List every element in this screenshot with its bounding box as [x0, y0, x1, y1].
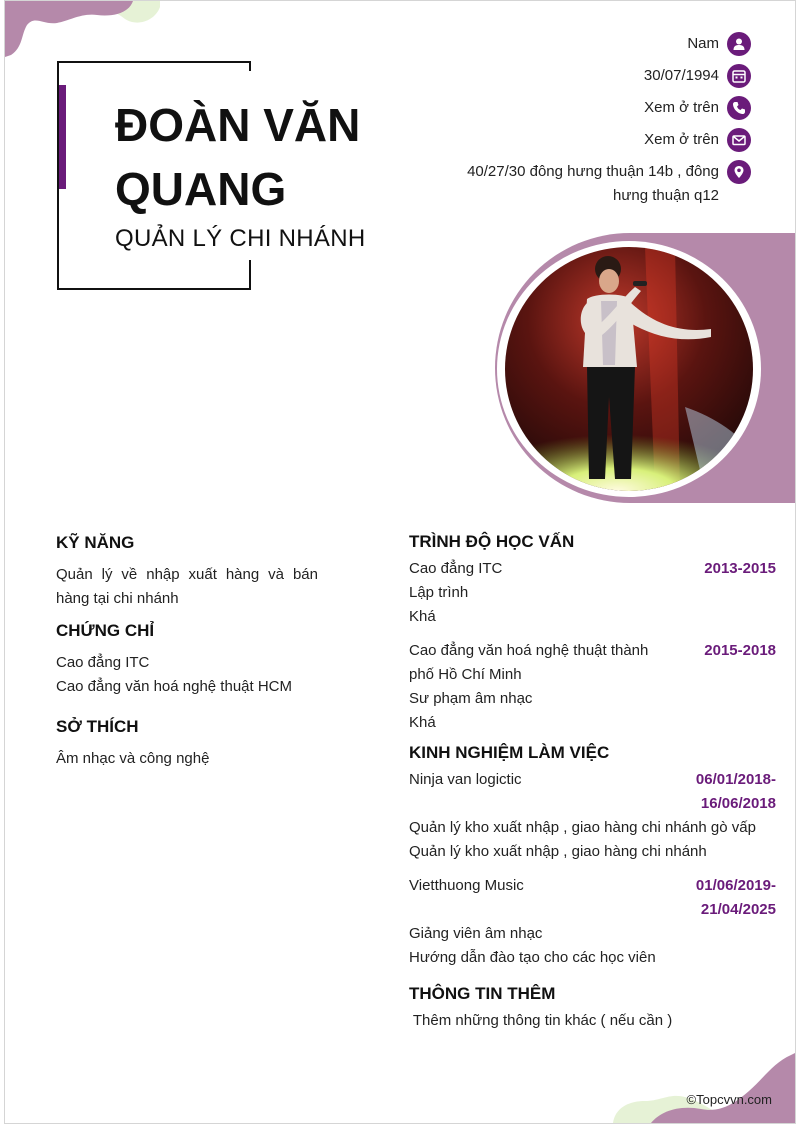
education-entry — [409, 557, 776, 629]
phone-value: Xem ở trên — [644, 99, 719, 116]
extra-section — [409, 982, 776, 1033]
experience-role: Quản lý kho xuất nhập , giao hàng chi nhánh gò vấp — [409, 819, 756, 836]
experience-entry — [409, 768, 776, 864]
extra-text: Thêm những thông tin khác ( nếu cần ) — [409, 1012, 673, 1029]
birthday-value: 30/07/1994 — [643, 67, 719, 84]
education-entry — [409, 639, 776, 735]
education-major: Lập trình — [409, 584, 469, 601]
experience-section — [409, 741, 776, 970]
left-column — [56, 531, 318, 771]
bottom-right-decoration — [605, 1053, 795, 1123]
gender-value: Nam — [687, 35, 719, 52]
contact-phone — [421, 96, 751, 120]
education-grade: Khá — [409, 608, 436, 625]
person-icon — [727, 32, 751, 56]
experience-company: Vietthuong Music — [409, 877, 524, 894]
contact-email — [421, 128, 751, 152]
certificate-item: Cao đẳng văn hoá nghệ thuật HCM — [56, 678, 292, 695]
certificates-section — [56, 619, 318, 699]
hobbies-title: SỞ THÍCH — [56, 717, 139, 736]
calendar-icon — [727, 64, 751, 88]
skills-text: Quản lý về nhập xuất hàng và bán hàng tại chi nhánh — [56, 566, 318, 607]
job-title: QUẢN LÝ CHI NHÁNH — [115, 225, 366, 252]
education-school: Cao đẳng văn hoá nghệ thuật thành phố Hồ Chí Minh — [409, 642, 649, 683]
top-left-decoration — [5, 1, 165, 61]
contact-gender — [421, 32, 751, 56]
education-grade: Khá — [409, 714, 436, 731]
address-value: 40/27/30 đông hưng thuận 14b , đông hưng thuận q12 — [467, 163, 719, 204]
hobbies-text: Âm nhạc và công nghệ — [56, 750, 210, 767]
location-pin-icon — [727, 160, 751, 184]
email-value: Xem ở trên — [644, 131, 719, 148]
skills-title: KỸ NĂNG — [56, 533, 135, 552]
mail-icon — [727, 128, 751, 152]
profile-photo — [505, 247, 753, 491]
experience-entry — [409, 874, 776, 970]
experience-date: 01/06/2019- 21/04/2025 — [695, 877, 776, 918]
certificate-item: Cao đẳng ITC — [56, 654, 150, 671]
skills-section — [56, 531, 318, 611]
experience-date: 06/01/2018- 16/06/2018 — [695, 771, 776, 812]
hobbies-section — [56, 715, 318, 771]
cv-page — [4, 0, 796, 1124]
contact-birthday — [421, 64, 751, 88]
right-column — [409, 530, 776, 1033]
experience-desc: Quản lý kho xuất nhập , giao hàng chi nhánh — [409, 843, 707, 860]
education-major: Sư phạm âm nhạc — [409, 690, 533, 707]
education-date: 2015-2018 — [704, 642, 776, 659]
education-section — [409, 530, 776, 735]
contact-address — [421, 160, 751, 208]
extra-title: THÔNG TIN THÊM — [409, 984, 556, 1003]
education-date: 2013-2015 — [704, 560, 776, 577]
experience-desc: Hướng dẫn đào tạo cho các học viên — [409, 949, 656, 966]
contact-block — [421, 32, 751, 216]
experience-role: Giảng viên âm nhạc — [409, 925, 543, 942]
experience-title: KINH NGHIỆM LÀM VIỆC — [409, 743, 610, 762]
experience-company: Ninja van logictic — [409, 771, 522, 788]
certificates-title: CHỨNG CHỈ — [56, 621, 155, 640]
copyright-text: ©Topcvvn.com — [686, 1092, 772, 1107]
phone-icon — [727, 96, 751, 120]
full-name: ĐOÀN VĂN QUANG — [115, 99, 361, 215]
education-school: Cao đẳng ITC — [409, 560, 503, 577]
name-accent-bar — [59, 85, 66, 189]
education-title: TRÌNH ĐỘ HỌC VẤN — [409, 532, 575, 551]
